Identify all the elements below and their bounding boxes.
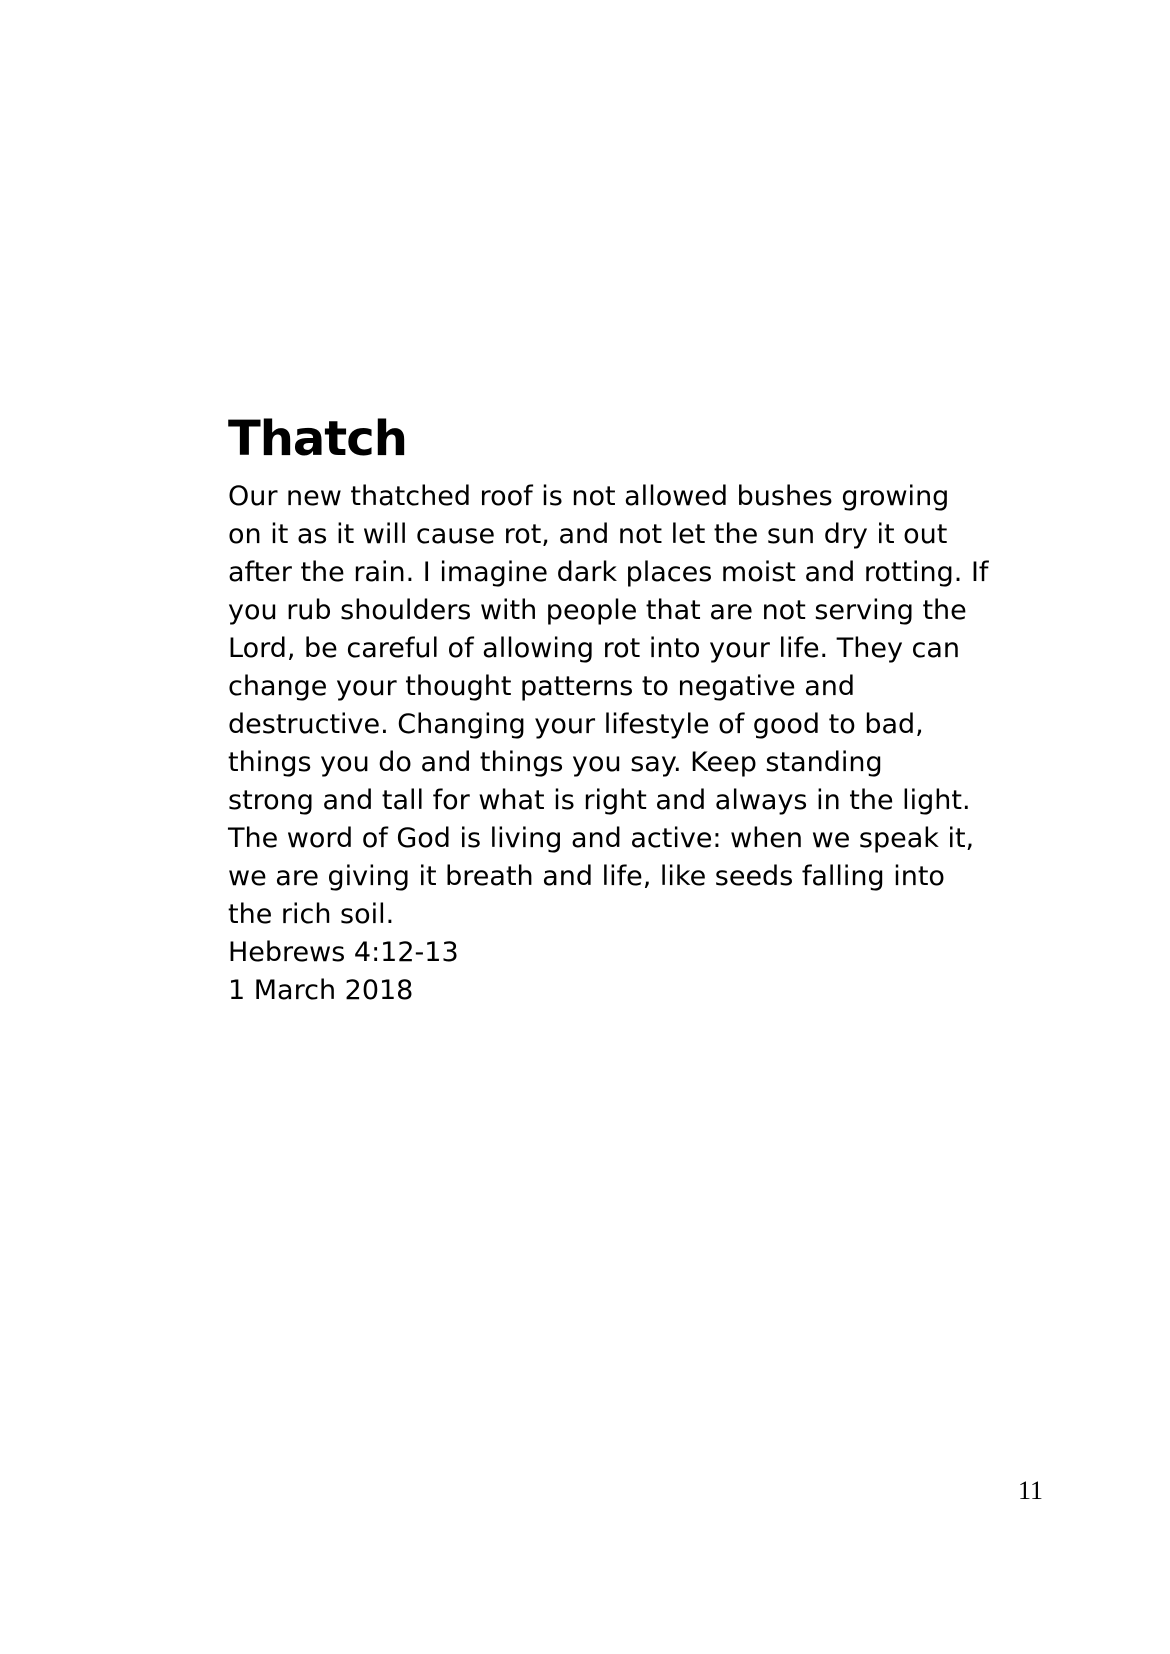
body-line: Lord, be careful of allowing rot into your life. They can — [228, 633, 961, 664]
body-line: Our new thatched roof is not allowed bushes growing — [228, 481, 950, 512]
body-line: The word of God is living and active: when we speak it, — [228, 823, 975, 854]
body-line: things you do and things you say. Keep standing — [228, 747, 883, 778]
entry-title: Thatch — [228, 411, 407, 467]
body-line: change your thought patterns to negative and — [228, 671, 855, 702]
body-line: you rub shoulders with people that are not serving the — [228, 595, 967, 626]
entry-date: 1 March 2018 — [228, 975, 414, 1006]
entry-body — [228, 478, 1068, 934]
body-line: after the rain. I imagine dark places moist and rotting. If — [228, 557, 989, 588]
devotional-entry — [228, 410, 1068, 1010]
page-number: 11 — [1018, 1476, 1044, 1505]
body-line: destructive. Changing your lifestyle of good to bad, — [228, 709, 924, 740]
scripture-reference: Hebrews 4:12-13 — [228, 937, 459, 968]
body-line: strong and tall for what is right and always in the light. — [228, 785, 971, 816]
body-line: on it as it will cause rot, and not let the sun dry it out — [228, 519, 948, 550]
body-line: the rich soil. — [228, 899, 395, 930]
body-line: we are giving it breath and life, like seeds falling into — [228, 861, 945, 892]
